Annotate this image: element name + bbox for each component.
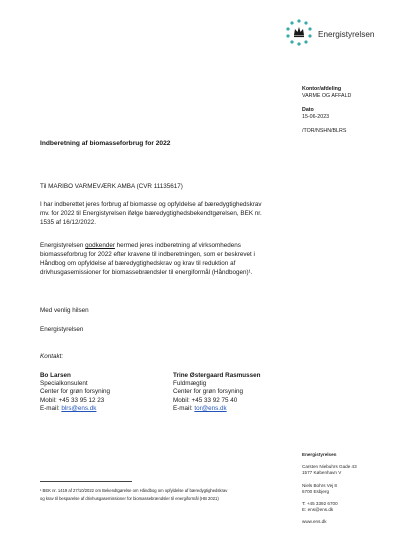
crown-logo-icon [286, 19, 311, 45]
contact-name: Trine Østergaard Rasmussen [173, 372, 261, 379]
paragraph-2-line: Håndbog om opfyldelse af bæredygtighedskrav og krav til reduktion af [40, 260, 236, 267]
footnote-divider [40, 481, 132, 482]
sender-city-2: 6700 Esbjerg [302, 488, 330, 494]
sender-phone: T: +45 3392 6700 [302, 501, 338, 507]
reference: /TOR/NSHN/BLRS [302, 128, 347, 134]
contact-name: Bo Larsen [40, 372, 71, 379]
sender-org: Energistyrelsen [302, 452, 337, 457]
paragraph-2 [40, 241, 340, 277]
paragraph-1-line: 1535 af 16/12/2022. [40, 219, 97, 226]
paragraph-2-text: hermed jeres indberetning af virksomhedens [114, 242, 241, 249]
paragraph-1-line: mv. for 2022 til Energistyrelsen ifølge bæredygtighedsbekendtgørelsen, BEK nr. [40, 210, 262, 217]
contact-unit: Center for grøn forsyning [40, 388, 110, 396]
paragraph-2-text: Energistyrelsen [40, 242, 86, 249]
approval-word: godkender [85, 242, 115, 249]
letter-title: Indberetning af biomasseforbrug for 2022 [40, 140, 171, 147]
contact-email-row [40, 405, 110, 413]
paragraph-2-line: drivhusgasemissioner for biomassebrændsler til energiformål (Håndbogen)¹. [40, 269, 253, 276]
footnote-line: og krav til besparelse af drivhusgasemissioner for biomassebrændsler til energiformål (HB 2021) [40, 496, 219, 501]
contact-email-link[interactable]: blrs@ens.dk [61, 404, 97, 412]
paragraph-2-line: biomasseforbrug for 2022 efter kravene til indberetningen, som er beskrevet i [40, 251, 255, 258]
contact-card [40, 372, 110, 413]
contact-title: Specialkonsulent [40, 380, 88, 388]
email-label: E-mail: [173, 404, 195, 412]
sender-street: Carsten Niebuhrs Gade 43 [302, 464, 357, 470]
logo-text: Energistyrelsen [318, 30, 375, 39]
greeting: Med venlig hilsen [40, 307, 89, 314]
contact-email-link[interactable]: tor@ens.dk [194, 404, 227, 412]
contact-unit: Center for grøn forsyning [173, 388, 243, 396]
sender-address [302, 452, 357, 526]
email-label: E-mail: [40, 404, 62, 412]
signature: Energistyrelsen [40, 326, 84, 333]
contact-phone: Mobil: +45 33 95 12 23 [40, 396, 105, 404]
header-meta [302, 86, 351, 135]
department-label: Kontor/afdeling [302, 86, 342, 92]
paragraph-2-line [40, 241, 340, 250]
contact-title: Fuldmægtig [173, 380, 207, 388]
footnote [40, 487, 290, 503]
sender-web: www.ens.dk [302, 519, 327, 525]
department-value: VARME OG AFFALD [302, 93, 352, 99]
paragraph-1 [40, 200, 340, 227]
date-value: 15-06-2023 [302, 114, 330, 120]
sender-city: 1577 København V [302, 470, 342, 476]
footnote-line: ¹ BEK nr. 1419 af 27/10/2022 om Bekendtgørelse om Håndbog om opfyldelse af bæredygtighedskrav [40, 488, 228, 493]
date-label: Dato [302, 107, 314, 113]
contact-phone: Mobil: +45 33 92 75 40 [173, 396, 238, 404]
sender-email: E: ens@ens.dk [302, 507, 334, 513]
paragraph-1-line: I har indberettet jeres forbrug af biomasse og opfyldelse af bæredygtighedskrav [40, 201, 262, 208]
contact-email-row [173, 405, 261, 413]
contact-label: Kontakt: [40, 353, 64, 360]
recipient: Til MARIBO VARMEVÆRK AMBA (CVR 11135617) [40, 183, 183, 190]
sender-street-2: Niels Bohrs Vej 8 [302, 482, 337, 488]
contact-card [173, 372, 261, 413]
